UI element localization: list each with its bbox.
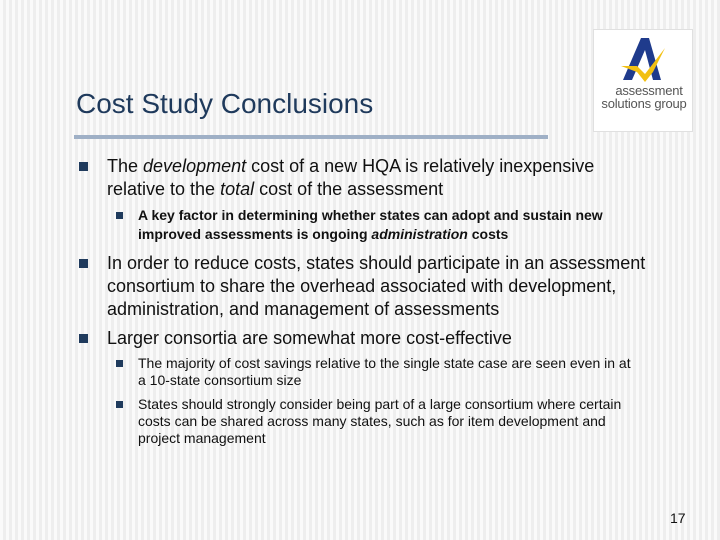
text-run: States should strongly consider being part of a large consortium where certain	[138, 396, 622, 412]
text-run: project management	[138, 430, 266, 446]
sub-bullet-text	[138, 396, 621, 447]
logo-mark-icon	[619, 36, 669, 84]
text-line	[107, 178, 594, 201]
text-line	[138, 430, 621, 447]
slide-title: Cost Study Conclusions	[76, 88, 374, 119]
text-run: The	[107, 156, 144, 176]
italic-run: total	[220, 179, 255, 199]
text-run: costs can be shared across many states, such as for item development and	[138, 413, 606, 429]
sub-bullet-text	[138, 355, 631, 389]
text-run: relative to the	[107, 179, 221, 199]
sub-bullet-text	[138, 206, 603, 244]
company-logo	[593, 29, 693, 132]
text-line	[107, 252, 645, 275]
text-line	[107, 275, 645, 298]
text-line	[138, 396, 621, 413]
logo-text	[594, 84, 694, 110]
sub-bullet-marker	[116, 212, 123, 219]
text-run: costs	[467, 226, 509, 242]
bullet-marker	[79, 162, 88, 171]
bullet-text	[107, 252, 645, 321]
italic-run: development	[143, 156, 247, 176]
text-line	[138, 372, 631, 389]
text-line	[138, 355, 631, 372]
page-number: 17	[670, 510, 686, 526]
text-line	[107, 298, 645, 321]
text-run: cost of the assessment	[254, 179, 444, 199]
text-line	[138, 225, 603, 244]
italic-run: administration	[371, 226, 468, 242]
text-line	[138, 413, 621, 430]
text-run: In order to reduce costs, states should participate in an assessment	[107, 253, 646, 273]
bullet-marker	[79, 334, 88, 343]
logo-line-1: assessment	[615, 83, 683, 98]
text-line	[107, 155, 594, 178]
text-line	[107, 327, 512, 350]
title-underline	[74, 135, 548, 139]
text-run: administration, and management of assessments	[107, 299, 500, 319]
bullet-marker	[79, 259, 88, 268]
text-run: A key factor in determining whether states can adopt and sustain new	[138, 207, 603, 223]
text-run: a 10-state consortium size	[138, 372, 302, 388]
text-run: The majority of cost savings relative to the single state case are seen even in at	[138, 355, 631, 371]
logo-line-2: solutions group	[601, 96, 687, 111]
text-run: consortium to share the overhead associated with development,	[107, 276, 617, 296]
text-line	[138, 206, 603, 225]
sub-bullet-marker	[116, 401, 123, 408]
bullet-text	[107, 327, 512, 350]
text-run: improved assessments is ongoing	[138, 226, 372, 242]
text-run: Larger consortia are somewhat more cost-effective	[107, 328, 512, 348]
text-run: cost of a new HQA is relatively inexpensive	[246, 156, 595, 176]
sub-bullet-marker	[116, 360, 123, 367]
bullet-text	[107, 155, 594, 201]
